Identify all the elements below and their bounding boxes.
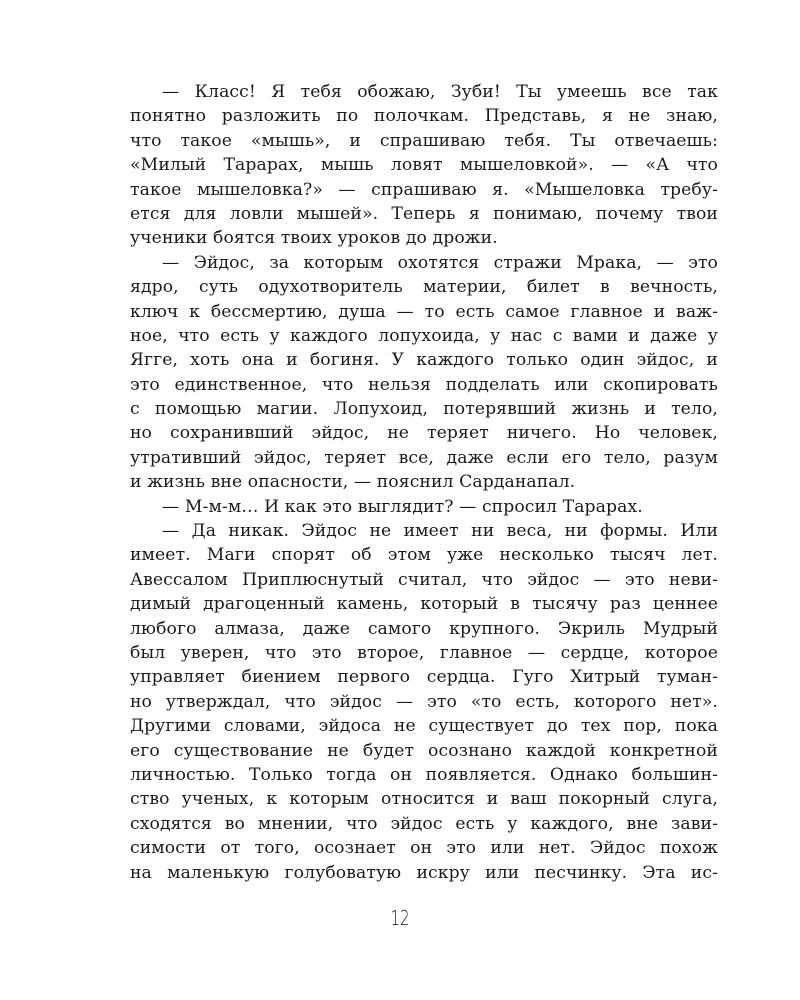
text-line: ядро, суть одухотворитель материи, билет в вечность, [130, 277, 718, 298]
text-line: ное, что есть у каждого лопухоида, у нас с вами и даже у [130, 325, 718, 346]
text-line: но утверждал, что эйдос — это «то есть, которого нет». [130, 691, 718, 712]
text-line: управляет биением первого сердца. Гуго Хитрый туман- [130, 667, 718, 688]
text-line: Ягге, хоть она и богиня. У каждого только один эйдос, и [130, 350, 718, 371]
page-number: 12 [390, 906, 410, 930]
text-line: это единственное, что нельзя подделать или скопировать [130, 374, 718, 395]
text-line: с помощью магии. Лопухоид, потерявший жизнь и тело, [130, 399, 718, 420]
text-line: Авессалом Приплюснутый считал, что эйдос — это неви- [130, 569, 718, 590]
text-line: — Эйдос, за которым охотятся стражи Мрака, — это [162, 252, 718, 273]
text-line: был уверен, что это второе, главное — сердце, которое [130, 642, 718, 663]
text-line: — Класс! Я тебя обожаю, Зуби! Ты умеешь все так [162, 82, 718, 102]
text-line: что такое «мышь», и спрашиваю тебя. Ты отвечаешь: [130, 130, 718, 151]
text-line: утративший эйдос, теряет все, даже если его тело, разум [130, 447, 718, 468]
text-line: сходятся во мнении, что эйдос есть у каждого, вне зави- [130, 813, 718, 834]
text-line: такое мышеловка?» — спрашиваю я. «Мышеловка требу- [130, 179, 718, 200]
text-line: — М-м-м… И как это выглядит? — спросил Тарарах. [162, 496, 643, 517]
text-line: и жизнь вне опасности, — пояснил Сарданапал. [130, 472, 576, 493]
text-line: димый драгоценный камень, который в тысячу раз ценнее [130, 594, 718, 615]
text-line: но сохранивший эйдос, не теряет ничего. Но человек, [130, 423, 718, 444]
text-line: ется для ловли мышей». Теперь я понимаю, почему твои [130, 203, 718, 224]
text-line: любого алмаза, даже самого крупного. Экриль Мудрый [130, 618, 718, 639]
text-line: ство ученых, к которым относится и ваш покорный слуга, [130, 789, 718, 810]
text-line: — Да никак. Эйдос не имеет ни веса, ни формы. Или [162, 521, 718, 542]
text-line: его существование не будет осознано каждой конкретной [130, 740, 718, 761]
text-line: понятно разложить по полочкам. Представь, я не знаю, [130, 106, 718, 127]
text-line: имеет. Маги спорят об этом уже несколько тысяч лет. [130, 545, 718, 566]
text-line: «Милый Тарарах, мышь ловят мышеловкой». — «А что [130, 155, 718, 176]
text-line: личностью. Только тогда он появляется. Однако большин- [130, 764, 718, 785]
book-page-text [130, 80, 718, 885]
text-line: ученики боятся твоих уроков до дрожи. [130, 228, 498, 249]
text-line: симости от того, осознает он это или нет. Эйдос похож [130, 838, 718, 859]
text-line: Другими словами, эйдоса не существует до тех пор, пока [130, 716, 718, 737]
text-line: на маленькую голубоватую искру или песчинку. Эта ис- [130, 862, 718, 883]
text-line: ключ к бессмертию, душа — то есть самое главное и важ- [130, 301, 718, 322]
